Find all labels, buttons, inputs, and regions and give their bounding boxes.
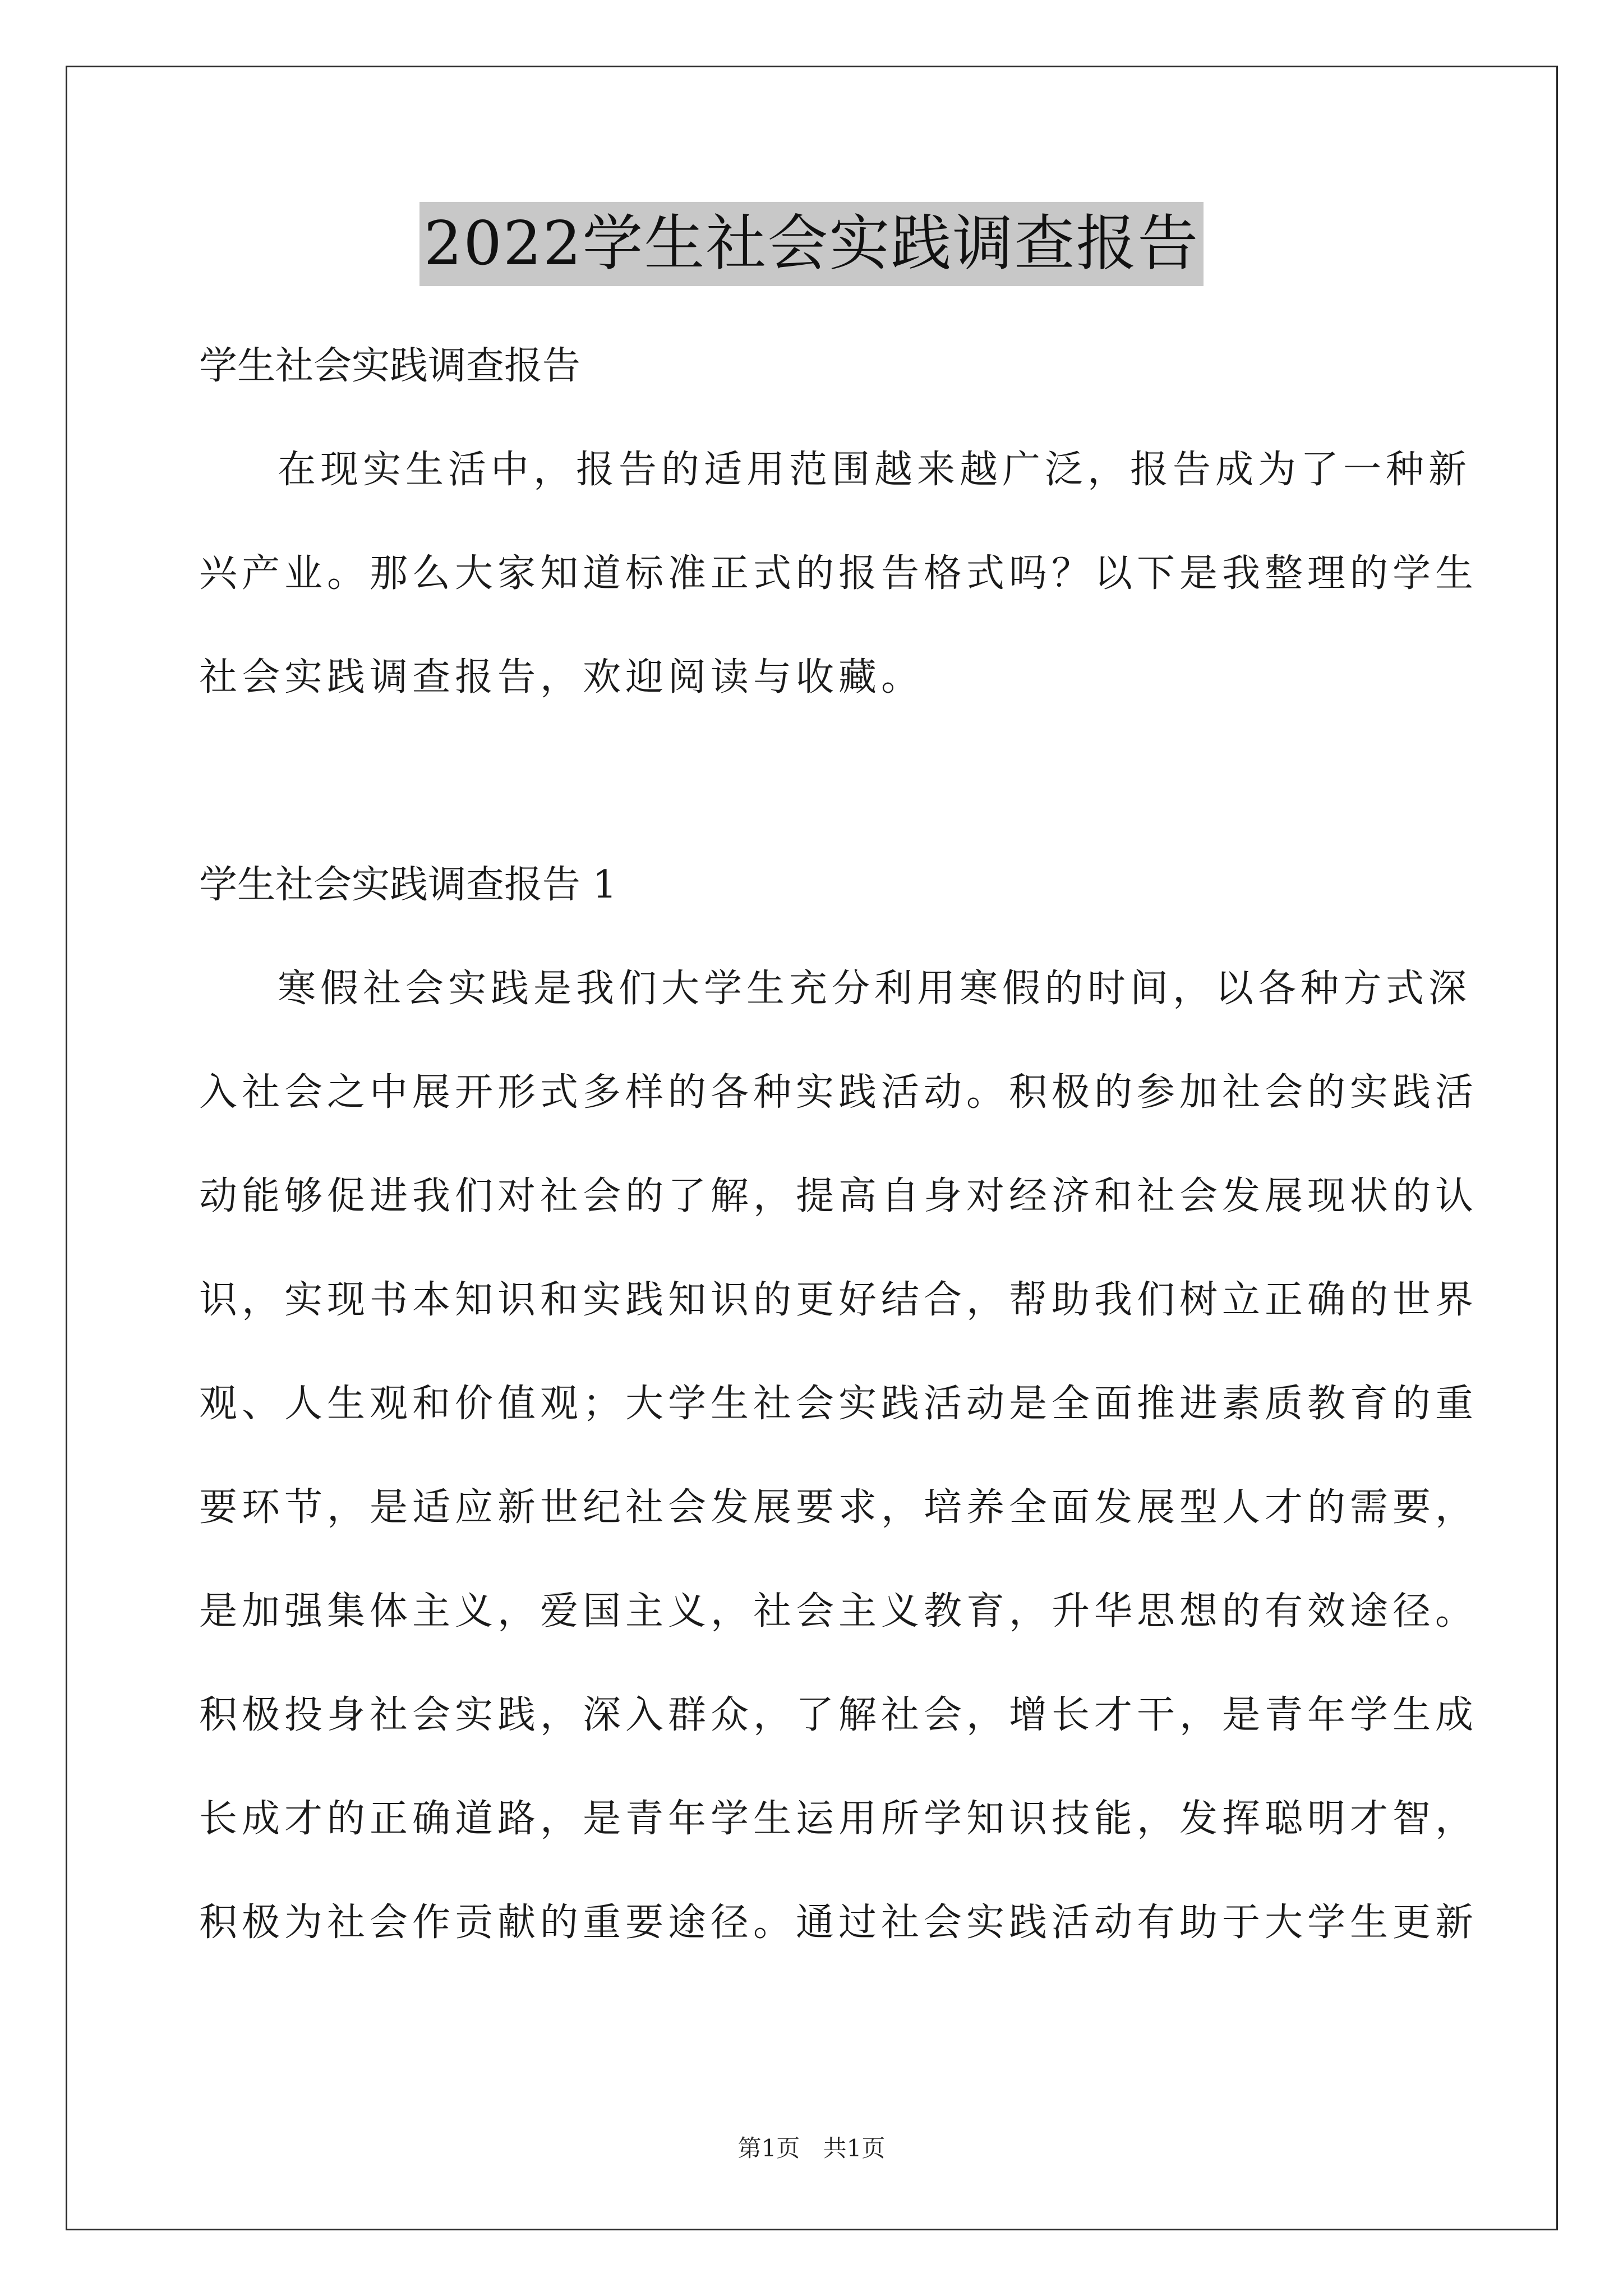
body-line: 入社会之中展开形式多样的各种实践活动。积极的参加社会的实践活 xyxy=(199,1070,1478,1115)
paragraph-gap xyxy=(199,729,1427,833)
body-line: 动能够促进我们对社会的了解，提高自身对经济和社会发展现状的认 xyxy=(199,1174,1478,1218)
intro-line: 在现实生活中，报告的适用范围越来越广泛，报告成为了一种新 xyxy=(278,448,1472,492)
document-body xyxy=(199,314,1478,1975)
document-title: 2022学生社会实践调查报告 xyxy=(419,202,1204,286)
body-line: 是加强集体主义，爱国主义，社会主义教育，升华思想的有效途径。 xyxy=(199,1589,1478,1634)
body-line: 长成才的正确道路，是青年学生运用所学知识技能，发挥聪明才智， xyxy=(199,1797,1478,1841)
intro-line: 社会实践调查报告，欢迎阅读与收藏。 xyxy=(199,655,924,700)
body-line: 积极为社会作贡献的重要途径。通过社会实践活动有助于大学生更新 xyxy=(199,1901,1478,1945)
intro-line: 兴产业。那么大家知道标准正式的报告格式吗？以下是我整理的学生 xyxy=(199,551,1478,596)
document-subtitle: 学生社会实践调查报告 xyxy=(199,344,581,388)
page-footer xyxy=(0,2132,1623,2165)
body-line: 要环节，是适应新世纪社会发展要求，培养全面发展型人才的需要， xyxy=(199,1485,1478,1530)
body-line: 寒假社会实践是我们大学生充分利用寒假的时间，以各种方式深 xyxy=(278,967,1472,1011)
section-heading: 学生社会实践调查报告 1 xyxy=(199,863,617,907)
page-number-total: 共1页 xyxy=(823,2134,886,2162)
body-line: 观、人生观和价值观；大学生社会实践活动是全面推进素质教育的重 xyxy=(199,1382,1478,1426)
title-container xyxy=(0,202,1623,286)
body-line: 积极投身社会实践，深入群众，了解社会，增长才干，是青年学生成 xyxy=(199,1693,1478,1737)
page-number-current: 第1页 xyxy=(737,2134,800,2162)
body-line: 识，实现书本知识和实践知识的更好结合，帮助我们树立正确的世界 xyxy=(199,1278,1478,1322)
